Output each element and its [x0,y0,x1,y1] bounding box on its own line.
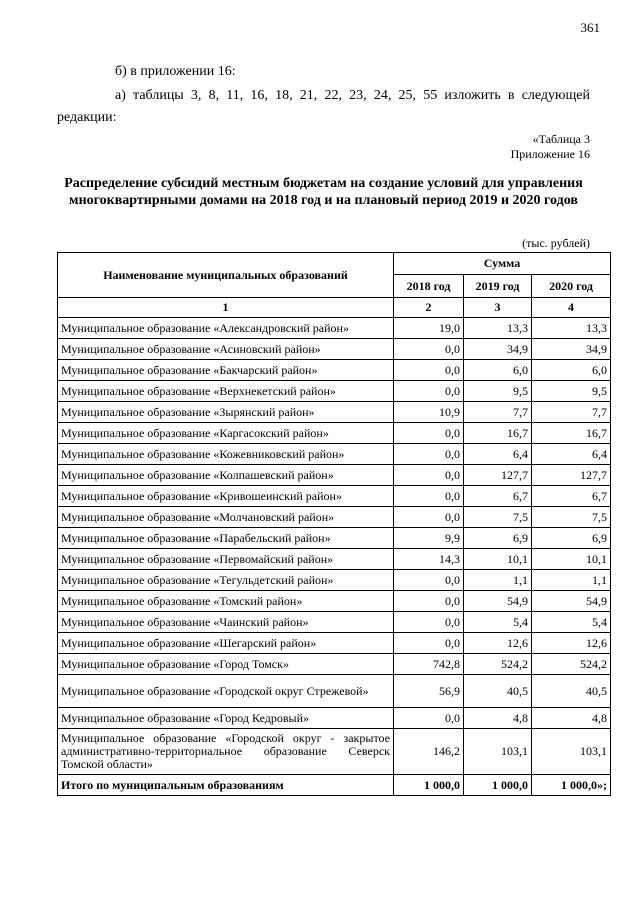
table-ref-table: «Таблица 3 [532,132,590,146]
table-row [58,591,611,612]
row-value-2019: 6,0 [464,360,532,381]
row-value-2019: 524,2 [464,654,532,675]
row-value-2018: 10,9 [394,402,464,423]
total-value-2019: 1 000,0 [464,775,532,796]
total-value-2020: 1 000,0»; [532,775,611,796]
row-value-2019: 12,6 [464,633,532,654]
row-value-2018: 0,0 [394,591,464,612]
row-value-2019: 10,1 [464,549,532,570]
row-name: Муниципальное образование «Шегарский район» [58,633,394,654]
table-row [58,360,611,381]
row-value-2019: 5,4 [464,612,532,633]
table-row [58,633,611,654]
row-value-2018: 0,0 [394,465,464,486]
row-value-2018: 19,0 [394,318,464,339]
table-row [58,465,611,486]
row-value-2019: 7,5 [464,507,532,528]
row-name: Муниципальное образование «Чаинский район» [58,612,394,633]
row-name: Муниципальное образование «Город Кедровый» [58,708,394,729]
row-value-2018: 0,0 [394,633,464,654]
row-value-2019: 4,8 [464,708,532,729]
intro-line-1: б) в приложении 16: [115,64,236,79]
header-year-2020: 2020 год [532,275,611,298]
row-name: Муниципальное образование «Город Томск» [58,654,394,675]
row-name: Муниципальное образование «Асиновский район» [58,339,394,360]
row-value-2018: 0,0 [394,360,464,381]
table-row [58,507,611,528]
column-number: 4 [532,298,611,318]
row-value-2020: 4,8 [532,708,611,729]
table-row [58,402,611,423]
row-value-2020: 7,5 [532,507,611,528]
total-row [58,775,611,796]
table-ref-appendix: Приложение 16 [510,147,590,161]
row-value-2020: 6,0 [532,360,611,381]
row-value-2020: 10,1 [532,549,611,570]
row-value-2020: 40,5 [532,675,611,708]
row-value-2018: 0,0 [394,486,464,507]
row-name: Муниципальное образование «Зырянский район» [58,402,394,423]
row-value-2018: 0,0 [394,339,464,360]
table-row [58,675,611,708]
row-name: Муниципальное образование «Кривошеинский район» [58,486,394,507]
row-value-2020: 7,7 [532,402,611,423]
row-value-2018: 14,3 [394,549,464,570]
row-name: Муниципальное образование «Колпашевский район» [58,465,394,486]
table-row [58,423,611,444]
row-value-2020: 127,7 [532,465,611,486]
row-value-2019: 6,7 [464,486,532,507]
page-number: 361 [580,20,600,35]
subsidy-table [57,252,611,796]
column-number-row [58,298,611,318]
row-value-2018: 0,0 [394,444,464,465]
table-row [58,570,611,591]
row-name: Муниципальное образование «Тегульдетский район» [58,570,394,591]
column-number: 3 [464,298,532,318]
row-name: Муниципальное образование «Молчановский район» [58,507,394,528]
row-value-2020: 12,6 [532,633,611,654]
row-value-2018: 0,0 [394,570,464,591]
row-value-2019: 34,9 [464,339,532,360]
table-row [58,612,611,633]
row-name: Муниципальное образование «Александровский район» [58,318,394,339]
row-name: Муниципальное образование «Кожевниковский район» [58,444,394,465]
row-value-2020: 16,7 [532,423,611,444]
table-row [58,339,611,360]
header-year-2019: 2019 год [464,275,532,298]
header-year-2018: 2018 год [394,275,464,298]
row-value-2018: 56,9 [394,675,464,708]
row-name: Муниципальное образование «Городской округ - закрытое административно-территориальное образование Северск Томской области» [58,729,394,775]
row-value-2019: 9,5 [464,381,532,402]
row-name: Муниципальное образование «Первомайский район» [58,549,394,570]
header-sum: Сумма [394,253,611,275]
row-value-2020: 6,4 [532,444,611,465]
column-number: 1 [58,298,394,318]
row-value-2018: 0,0 [394,381,464,402]
intro-line-3: редакции: [57,110,117,125]
table-row [58,549,611,570]
table-row [58,708,611,729]
table-row [58,654,611,675]
document-title: Распределение субсидий местным бюджетам на создание условий для управления многоквартирными домами на 2018 год и на плановый период 2019 и 2020 годов [64,176,583,208]
table-reference [511,132,590,162]
row-value-2020: 13,3 [532,318,611,339]
row-name: Муниципальное образование «Городской округ Стрежевой» [58,675,394,708]
row-value-2019: 6,9 [464,528,532,549]
row-value-2020: 524,2 [532,654,611,675]
row-value-2019: 40,5 [464,675,532,708]
row-value-2020: 34,9 [532,339,611,360]
intro-line-2: а) таблицы 3, 8, 11, 16, 18, 21, 22, 23, 24, 25, 55 изложить в следующей [115,88,590,103]
row-value-2019: 54,9 [464,591,532,612]
row-value-2019: 103,1 [464,729,532,775]
row-value-2018: 0,0 [394,612,464,633]
row-name: Муниципальное образование «Каргасокский район» [58,423,394,444]
row-name: Муниципальное образование «Бакчарский район» [58,360,394,381]
table-row [58,486,611,507]
table-row [58,528,611,549]
row-value-2018: 0,0 [394,507,464,528]
table-row [58,381,611,402]
row-value-2019: 1,1 [464,570,532,591]
total-name: Итого по муниципальным образованиям [58,775,394,796]
row-value-2019: 16,7 [464,423,532,444]
row-value-2018: 9,9 [394,528,464,549]
column-number: 2 [394,298,464,318]
row-value-2020: 6,7 [532,486,611,507]
row-value-2018: 0,0 [394,423,464,444]
row-name: Муниципальное образование «Парабельский район» [58,528,394,549]
row-name: Муниципальное образование «Томский район» [58,591,394,612]
row-name: Муниципальное образование «Верхнекетский район» [58,381,394,402]
row-value-2020: 1,1 [532,570,611,591]
row-value-2018: 0,0 [394,708,464,729]
unit-label: (тыс. рублей) [522,236,590,250]
header-name: Наименование муниципальных образований [58,253,394,298]
total-value-2018: 1 000,0 [394,775,464,796]
row-value-2018: 742,8 [394,654,464,675]
row-value-2020: 6,9 [532,528,611,549]
table-row [58,444,611,465]
row-value-2020: 9,5 [532,381,611,402]
table-row [58,729,611,775]
row-value-2020: 5,4 [532,612,611,633]
table-row [58,318,611,339]
row-value-2020: 103,1 [532,729,611,775]
row-value-2019: 13,3 [464,318,532,339]
row-value-2019: 7,7 [464,402,532,423]
row-value-2019: 6,4 [464,444,532,465]
row-value-2018: 146,2 [394,729,464,775]
row-value-2019: 127,7 [464,465,532,486]
row-value-2020: 54,9 [532,591,611,612]
